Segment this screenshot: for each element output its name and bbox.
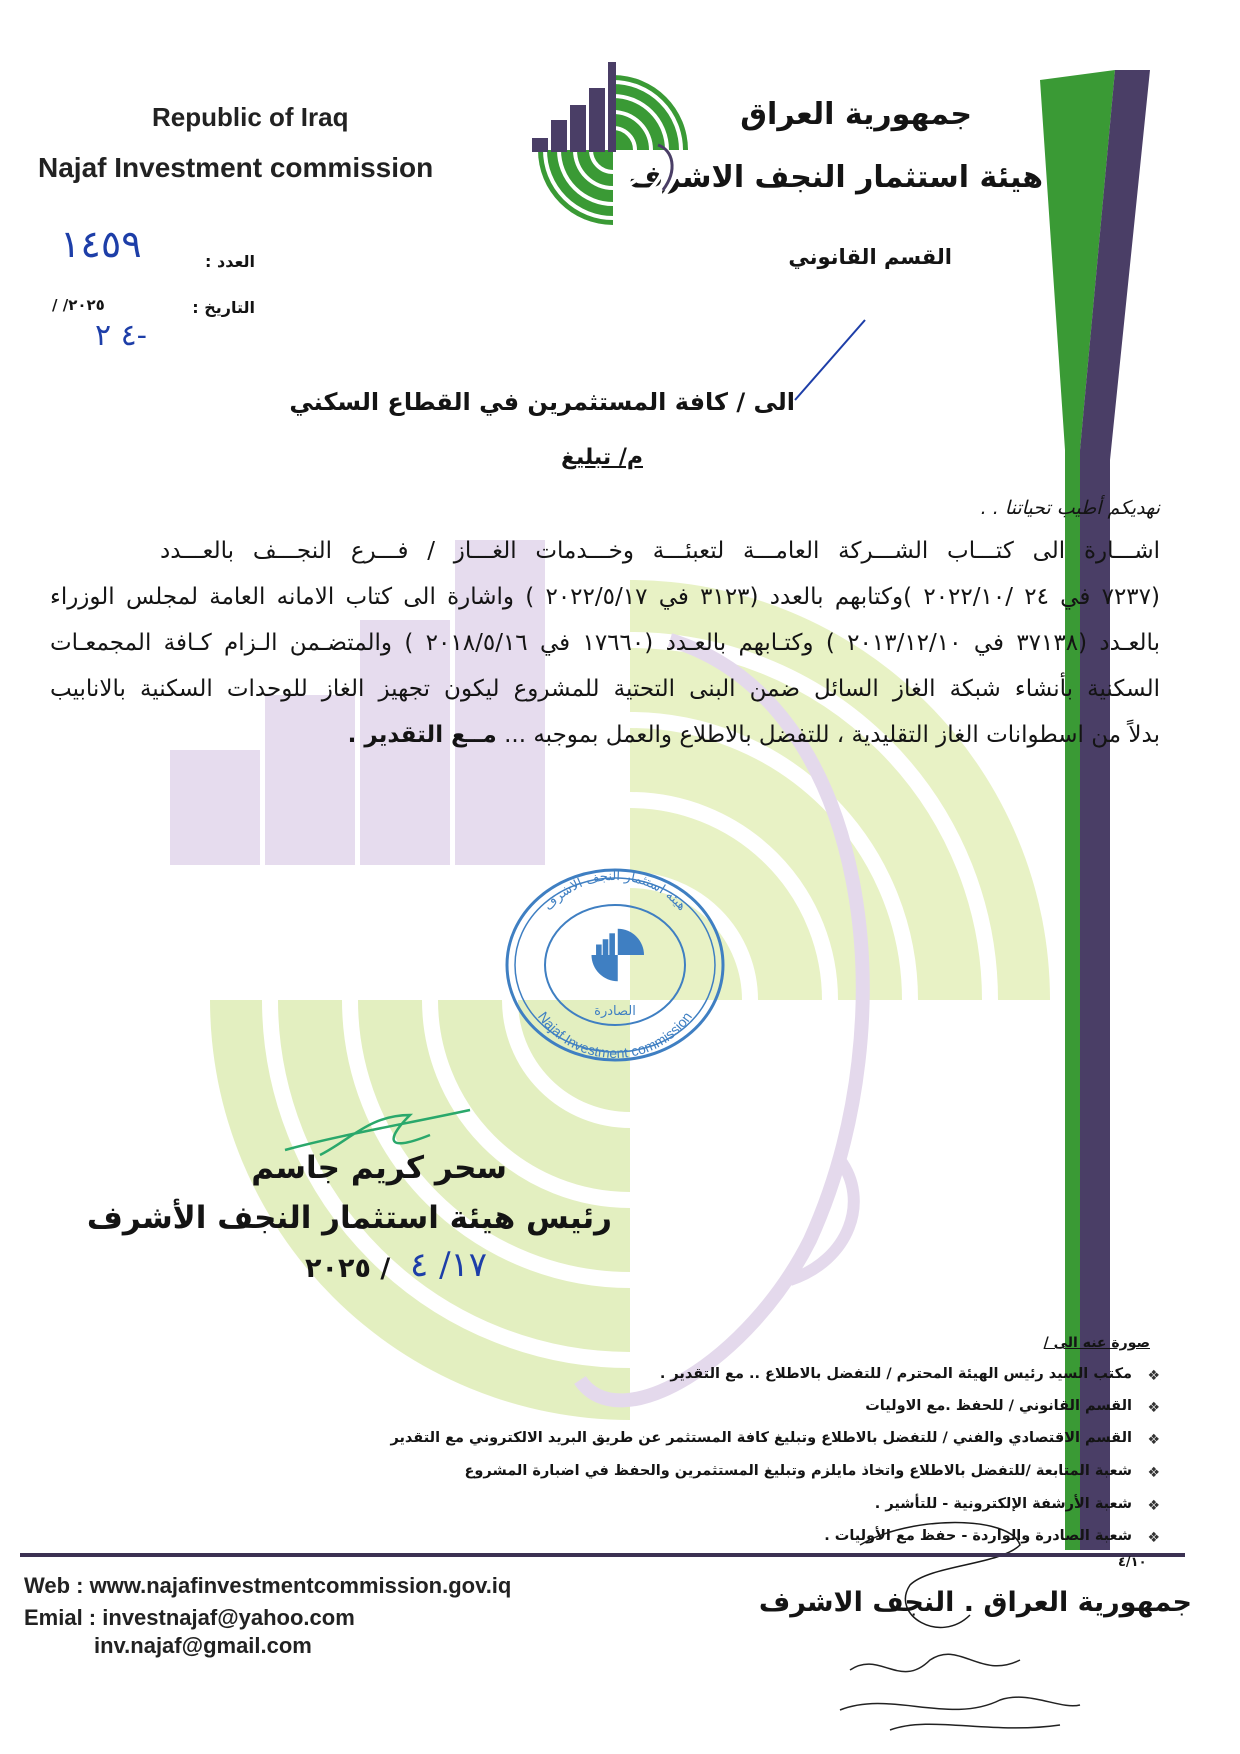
letter-body-line-1: اشـــارة الى كتـــاب الشـــركة العامـــة لتعبئـــة وخـــدمات الغـــاز / فـــرع النجـــف بالعـــدد [160, 538, 1160, 564]
signature-date-handwritten: ١٧/ ٤ [410, 1245, 488, 1285]
cc-item: مكتب السيد رئيس الهيئة المحترم / للتفضل بالاطلاع .. مع التقدير . [659, 1366, 1132, 1382]
footer-web-label: Web : [24, 1573, 84, 1598]
letter-greeting: نهديكم أطيب تحياتنا . . [980, 497, 1160, 519]
cc-item: القسم الاقتصادي والفني / للتفضل بالاطلاع وتبليغ كافة المستثمر عن طريق البريد الالكتروني مع التقدير [390, 1430, 1132, 1446]
seal-center-text: الصادرة [594, 1004, 636, 1019]
cc-bullet-icon: ❖ [1147, 1465, 1160, 1481]
footer-web [24, 1573, 511, 1599]
letter-subject: م/ تبليغ [560, 445, 643, 470]
cc-bullet-icon: ❖ [1147, 1498, 1160, 1514]
seal-arabic-ring: هيئة استثمار النجف الاشرف [541, 868, 690, 914]
handwritten-stroke [790, 315, 870, 405]
letter-body-line-5 [348, 722, 1160, 748]
header-commission-en: Najaf Investment commission [38, 152, 434, 183]
footer-email-link-1[interactable]: investnajaf@yahoo.com [102, 1605, 355, 1630]
signature-date-printed: / ٢٠٢٥ [305, 1253, 391, 1284]
cc-bullet-icon: ❖ [1147, 1400, 1160, 1416]
cc-bullet-icon: ❖ [1147, 1368, 1160, 1384]
letter-body-line-2: (٧٢٣٧ في ٢٤ /٢٠٢٢/١٠ )وكتابهم بالعدد (٣١٢٣ في ٢٠٢٢/٥/١٧ ) واشارة الى كتاب الامانه العامة لمجلس الوزراء [50, 584, 1160, 610]
ref-date-label: التاريخ : [192, 298, 255, 317]
footer-email-link-2[interactable]: inv.najaf@gmail.com [94, 1633, 312, 1658]
letter-body-line-4: السكنية بأنشاء شبكة الغاز السائل ضمن البنى التحتية للمشروع ليكون تجهيز الغاز للوحدات السكنية بالانابيب [50, 676, 1160, 702]
seal-english-ring: Najaf Investment commission [534, 1008, 696, 1062]
header-republic-en: Republic of Iraq [152, 102, 349, 132]
cc-item: شعبة الأرشفة الإلكترونية - للتأشير . [874, 1496, 1132, 1512]
handwritten-annotation [830, 1630, 1090, 1740]
ref-date-handwritten: ٤ ٢- [95, 318, 147, 353]
cc-item: القسم القانوني / للحفظ .مع الاوليات [865, 1398, 1132, 1414]
footer-email-label: Emial : [24, 1605, 97, 1630]
letter-body-last: بدلاً من اسطوانات الغاز التقليدية ، للتفضل بالاطلاع والعمل بموجبه ... [504, 722, 1160, 748]
header-republic-ar: جمهورية العراق [740, 97, 972, 132]
footer-page-note: ٤/١٠ [1118, 1555, 1147, 1570]
letter-body-line-3: بالعـدد (٣٧١٣٨ في ٢٠١٣/١٢/١٠ ) وكتـابهم بالعـدد (١٧٦٦٠ في ٢٠١٨/٥/١٦ ) والمتضـمن الـزام كـافة المجمعـات [50, 630, 1160, 656]
cc-bullet-icon: ❖ [1147, 1530, 1160, 1546]
footer-web-link[interactable]: www.najafinvestmentcommission.gov.iq [89, 1573, 512, 1598]
commission-logo [528, 50, 698, 230]
ref-date-template: / /٢٠٢٥ [52, 296, 105, 314]
letter-recipient: الى / كافة المستثمرين في القطاع السكني [289, 388, 795, 416]
signatory-title: رئيس هيئة استثمار النجف الأشرف [86, 1200, 612, 1236]
cc-heading: صورة عنه الى / [1043, 1335, 1150, 1351]
footer-address-ar: جمهورية العراق . النجف الاشرف [758, 1587, 1192, 1618]
footer-email [24, 1605, 355, 1631]
cc-item: شعبة المتابعة /للتفضل بالاطلاع واتخاذ مايلزم وتبليغ المستثمرين والحفظ في اضبارة المشروع [464, 1463, 1132, 1479]
header-commission-ar: هيئة استثمار النجف الاشرف [628, 160, 1043, 195]
ref-number-handwritten: ١٤٥٩ [60, 222, 142, 266]
signatory-name: سحر كريم جاسم [251, 1150, 507, 1186]
official-seal [500, 865, 730, 1065]
letter-closing: مــع التقدير . [347, 722, 497, 748]
svg-text:هيئة استثمار النجف الاشرف [541, 869, 689, 914]
header-department: القسم القانوني [788, 245, 952, 269]
footer-divider [20, 1553, 1185, 1557]
cc-item: شعبة الصادرة والواردة - حفظ مع الأوليات . [824, 1528, 1132, 1544]
ref-number-label: العدد : [205, 252, 255, 271]
cc-bullet-icon: ❖ [1147, 1432, 1160, 1448]
